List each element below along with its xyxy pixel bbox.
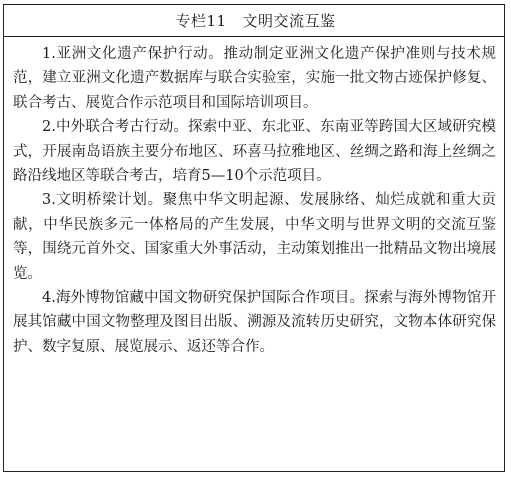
column-heading: 文明交流互鉴	[242, 12, 336, 30]
paragraph-asian-heritage: 1.亚洲文化遗产保护行动。推动制定亚洲文化遗产保护准则与技术规范，建立亚洲文化遗产数据库与联合实验室，实施一批文物古迹保护修复、联合考古、展览合作示范项目和国际培训项目。	[13, 46, 496, 111]
column-number: 专栏11	[175, 12, 227, 30]
column-box	[3, 4, 505, 472]
paragraph-joint-archaeology: 2.中外联合考古行动。探索中亚、东北亚、东南亚等跨国大区域研究模式，开展南岛语族主要分布地区、环喜马拉雅地区、丝绸之路和海上丝绸之路沿线地区等联合考古，培育5—10个示范项目。	[13, 119, 496, 185]
column-title	[4, 5, 504, 37]
column-content	[4, 37, 504, 359]
paragraph-overseas-museums: 4.海外博物馆藏中国文物研究保护国际合作项目。探索与海外博物馆开展其馆藏中国文物整理及图目出版、溯源及流转历史研究，文物本体研究保护、数字复原、展览展示、返还等合作。	[13, 290, 496, 355]
paragraph-civilization-bridge: 3.文明桥梁计划。聚焦中华文明起源、发展脉络、灿烂成就和重大贡献，中华民族多元一体格局的产生发展，中华文明与世界文明的交流互鉴等，围绕元首外交、国家重大外事活动，主动策划推出一批精品文物出境展览。	[13, 192, 496, 282]
